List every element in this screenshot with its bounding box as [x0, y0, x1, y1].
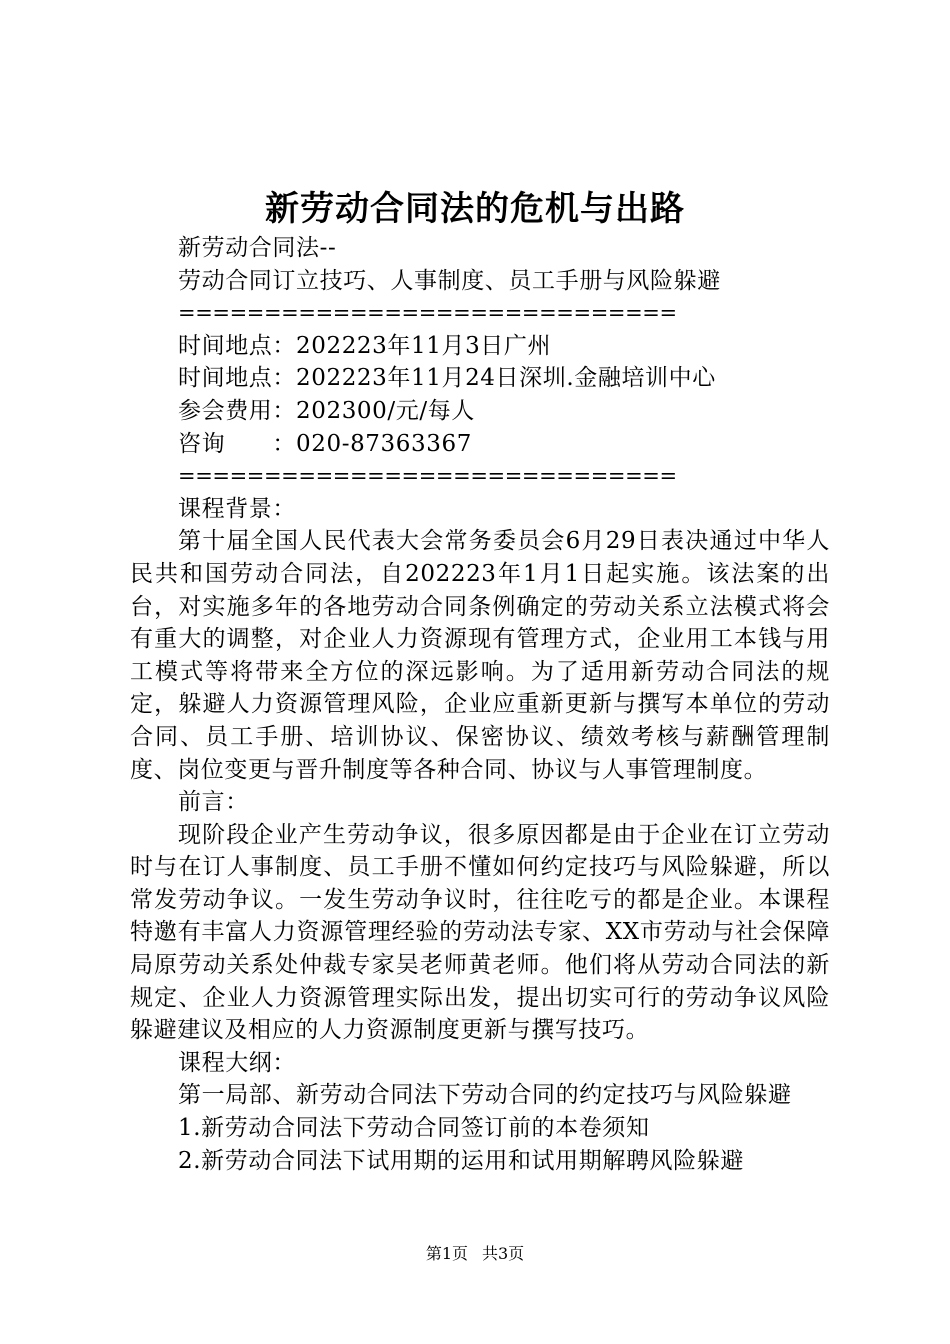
page-footer [0, 1242, 950, 1266]
outline-item: 1.新劳动合同法下劳动合同签订前的本卷须知 [178, 1115, 650, 1142]
document-body [130, 232, 830, 1177]
info-line-fee: 参会费用：202300/元/每人 [178, 397, 475, 424]
separator-rule: ============================= [178, 301, 677, 326]
info-line-contact: 咨询 ：020-87363367 [178, 430, 472, 457]
section-heading-outline: 课程大纲： [178, 1049, 296, 1076]
page-number: 第1页 [425, 1244, 468, 1263]
outline-item: 第一局部、新劳动合同法下劳动合同的约定技巧与风险躲避 [178, 1082, 792, 1109]
outline-item: 2.新劳动合同法下试用期的运用和试用期解聘风险躲避 [178, 1147, 744, 1174]
section-heading-background: 课程背景： [178, 495, 296, 522]
header-line: 劳动合同订立技巧、人事制度、员工手册与风险躲避 [178, 267, 721, 294]
background-paragraph: 第十届全国人民代表大会常务委员会6月29日表决通过中华人民共和国劳动合同法，自202223年1月1日起实施。该法案的出台，对实施多年的各地劳动合同条例确定的劳动关系立法模式将会有重大的调整，对企业人力资源现有管理方式，企业用工本钱与用工模式等将带来全方位的深远影响。为了适用新劳动合同法的规定，躲避人力资源管理风险，企业应重新更新与撰写本单位的劳动合同、员工手册、培训协议、保密协议、绩效考核与薪酬管理制度、岗位变更与晋升制度等各种合同、协议与人事管理制度。 [130, 528, 830, 783]
document-title: 新劳动合同法的危机与出路 [265, 189, 685, 229]
page-total: 共3页 [482, 1244, 525, 1263]
header-line: 新劳动合同法-- [178, 235, 337, 261]
info-line-time-location: 时间地点：202223年11月24日深圳.金融培训中心 [178, 365, 716, 392]
separator-rule: ============================= [178, 464, 677, 489]
preface-paragraph: 现阶段企业产生劳动争议，很多原因都是由于企业在订立劳动时与在订人事制度、员工手册不懂如何约定技巧与风险躲避，所以常发劳动争议。一发生劳动争议时，往往吃亏的都是企业。本课程特邀有丰富人力资源管理经验的劳动法专家、XX市劳动与社会保障局原劳动关系处仲裁专家吴老师黄老师。他们将从劳动合同法的新规定、企业人力资源管理实际出发，提出切实可行的劳动争议风险躲避建议及相应的人力资源制度更新与撰写技巧。 [130, 821, 830, 1044]
section-heading-preface: 前言： [178, 789, 249, 816]
info-line-time-location: 时间地点：202223年11月3日广州 [178, 332, 552, 359]
